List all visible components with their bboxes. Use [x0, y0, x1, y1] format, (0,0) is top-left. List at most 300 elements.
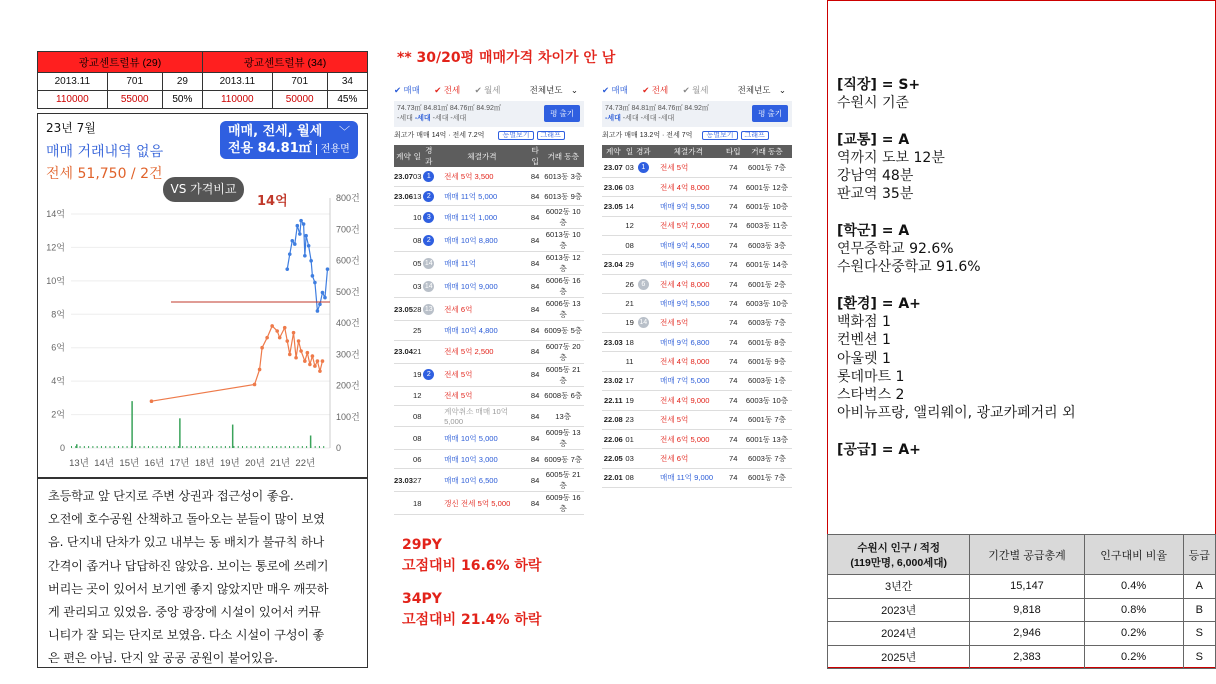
price-cell: 전세 5억	[652, 158, 725, 177]
tab-jeonse[interactable]: ✔ 전세	[434, 85, 461, 95]
data-point	[258, 368, 262, 372]
table-row[interactable]	[602, 216, 792, 235]
grade-detail: 연무중학교 92.6%	[837, 241, 954, 258]
table-row[interactable]	[394, 492, 584, 515]
table-cell: 6008동 6층	[542, 386, 584, 405]
elapsed-badge	[635, 197, 652, 216]
volume-bar	[101, 446, 102, 448]
price-cell: 전세 4억 8,000	[652, 274, 725, 293]
elapsed-badge	[635, 371, 652, 390]
table-row[interactable]	[394, 386, 584, 405]
table-cell: 23.02	[602, 371, 625, 390]
volume-bar	[310, 446, 311, 448]
table-cell: 6013동 12층	[542, 252, 584, 275]
table-cell: 6013동 3층	[542, 167, 584, 186]
elapsed-badge	[421, 363, 436, 386]
table-row[interactable]	[602, 158, 792, 177]
price-cell: 매매 9억 9,500	[652, 197, 725, 216]
price-cell: 전세 5억	[652, 313, 725, 332]
elapsed-badge	[635, 333, 652, 352]
column-header: 경과	[635, 147, 651, 156]
volume-bar	[88, 446, 89, 448]
table-cell: 84	[528, 275, 543, 298]
table-cell: 74	[725, 177, 742, 196]
x-tick-label: 21년	[270, 458, 291, 469]
x-tick-label: 17년	[169, 458, 190, 469]
grade-detail: 컨벤션 1	[837, 332, 891, 349]
table-cell: 23.07	[602, 158, 625, 177]
volume-bar	[259, 446, 260, 448]
x-tick-label: 22년	[295, 458, 316, 469]
table-row[interactable]	[602, 177, 792, 196]
table-cell: 84	[528, 427, 543, 450]
volume-bar	[114, 446, 115, 448]
elapsed-badge	[421, 229, 436, 252]
table-cell: 23.05	[602, 197, 625, 216]
cell: 110000	[202, 91, 272, 109]
elapsed-badge	[421, 206, 436, 229]
cell: 50000	[272, 91, 327, 109]
table-cell: 6001동 13층	[742, 429, 792, 448]
table-cell: 29	[625, 255, 635, 274]
y2-tick-label: 100건	[336, 411, 360, 422]
supply-header: 기간별 공급총계	[970, 535, 1084, 575]
tab-sale[interactable]: ✔ 매매	[602, 85, 628, 95]
table-cell: 6013동 9층	[542, 186, 584, 205]
table-cell: 10	[413, 206, 421, 229]
transactions-panel-29	[602, 82, 792, 488]
table-cell: 28	[413, 298, 421, 321]
note-line: 게 관리되고 있었음. 중앙 광장에 시설이 있어서 커뮤	[48, 605, 321, 620]
volume-bar	[156, 446, 157, 448]
elapsed-badge	[635, 313, 652, 332]
table-cell: 84	[528, 252, 543, 275]
table-cell: 6003동 10층	[742, 294, 792, 313]
data-point	[323, 296, 327, 300]
volume-bar	[242, 446, 243, 448]
table-cell: 14	[625, 197, 635, 216]
table-row[interactable]	[602, 371, 792, 390]
unit-toggle-button[interactable]: 평 출기	[752, 105, 788, 122]
volume-bar	[280, 446, 281, 448]
supply-cell: S	[1183, 645, 1215, 669]
table-row[interactable]	[602, 274, 792, 293]
table-row[interactable]	[602, 313, 792, 332]
table-cell: 23.04	[394, 340, 413, 363]
table-row[interactable]	[602, 429, 792, 448]
table-row[interactable]	[602, 410, 792, 429]
cell: 50%	[162, 91, 202, 109]
table-row[interactable]	[394, 186, 584, 205]
x-tick-label: 16년	[144, 458, 165, 469]
supply-row	[828, 622, 1216, 646]
table-cell: 6001동 12층	[742, 177, 792, 196]
table-cell: 22.01	[602, 468, 625, 487]
area-unit-label: 전용면적	[228, 144, 350, 173]
table-cell: 03	[625, 158, 635, 177]
price-cell: 매매 10억 9,000	[436, 275, 528, 298]
data-point	[285, 267, 289, 271]
table-cell: 6006동 16층	[542, 275, 584, 298]
table-cell: 84	[528, 406, 543, 427]
data-point	[321, 291, 325, 295]
table-cell: 6003동 10층	[742, 391, 792, 410]
supply-header: 수원시 인구 / 적정 (119만명, 6,000세대)	[828, 535, 970, 575]
data-point	[321, 359, 325, 363]
price-cell: 매매 10억 3,000	[436, 450, 528, 469]
table-cell: 23.05	[394, 298, 413, 321]
elapsed-badge	[635, 391, 652, 410]
table-cell: 74	[725, 313, 742, 332]
note-line: 간격이 좁거나 답답하진 않았음. 보이는 통로에 쓰레기	[48, 558, 329, 573]
table-cell: 08	[625, 236, 635, 255]
price-cell: 매매 11억 1,000	[436, 206, 528, 229]
volume-bar	[268, 446, 269, 448]
table-row[interactable]	[394, 363, 584, 386]
data-point	[299, 349, 303, 353]
max-price: 최고가 매매 13.2억 · 전세 7억	[602, 132, 693, 139]
note-line: 니티가 잘 되는 단지로 보였음. 다소 시설이 구성이 좋	[48, 628, 325, 643]
table-row[interactable]	[394, 275, 584, 298]
table-cell: 6001동 8층	[742, 333, 792, 352]
grade-heading: [직장] = S+	[837, 77, 921, 93]
py29-drop-note	[402, 535, 541, 577]
elapsed-badge	[635, 274, 652, 293]
cell: 701	[107, 73, 162, 91]
data-point	[283, 326, 287, 330]
data-point	[311, 354, 315, 358]
volume-bar	[182, 446, 183, 448]
grade-detail: 강남역 48분	[837, 168, 914, 185]
table-row[interactable]	[394, 427, 584, 450]
table-cell: 01	[625, 429, 635, 448]
volume-bar	[263, 446, 264, 448]
volume-bar	[298, 446, 299, 448]
y-tick-label: 6억	[51, 342, 65, 353]
table-cell: 6003동 7층	[742, 449, 792, 468]
volume-bar	[186, 446, 187, 448]
elapsed-badge	[421, 492, 436, 515]
data-point	[311, 274, 315, 278]
price-cell: 매매 11억	[436, 252, 528, 275]
data-point	[260, 346, 264, 350]
chart-jeonse-status: 전세 51,750 / 2건	[46, 166, 163, 182]
table-row[interactable]	[394, 450, 584, 469]
cell: 2013.11	[38, 73, 108, 91]
table-cell: 27	[413, 469, 421, 492]
elapsed-count: 14	[639, 319, 648, 327]
note-line: 오전에 호수공원 산책하고 돌아오는 분들이 많이 보였	[48, 512, 325, 527]
table-cell: 84	[528, 229, 543, 252]
building-view-button[interactable]: 동별보기	[498, 131, 533, 140]
price-cell: 갱신 전세 5억 5,000	[436, 492, 528, 515]
table-cell: 12	[413, 386, 421, 405]
cell: 2013.11	[202, 73, 272, 91]
area-filter[interactable]: 74.73㎡ 84.81㎡ 84.76㎡ 84.92㎡ -세대 -세대 -세대 -세대 평 출기	[602, 101, 792, 127]
data-point	[298, 232, 302, 236]
grade-detail: 수원시 기준	[837, 95, 910, 112]
price-cell: 전세 6억	[652, 449, 725, 468]
elapsed-badge	[635, 255, 652, 274]
table-cell: 12	[625, 216, 635, 235]
table-cell: 18	[625, 333, 635, 352]
table-row[interactable]	[602, 294, 792, 313]
elapsed-badge	[421, 275, 436, 298]
price-line-chart	[38, 190, 368, 475]
tab-monthly[interactable]: ✔ 월세	[682, 85, 709, 95]
volume-bar	[165, 446, 166, 448]
table-row[interactable]	[394, 340, 584, 363]
table-cell: 25	[413, 321, 421, 340]
table-cell: 84	[528, 340, 543, 363]
supply-cell: 0.2%	[1084, 622, 1183, 646]
y-tick-label: 14억	[46, 209, 65, 219]
table-cell: 23.06	[394, 186, 413, 205]
table-row[interactable]	[602, 391, 792, 410]
y-tick-label: 2억	[51, 409, 65, 420]
elapsed-badge	[421, 252, 436, 275]
table-cell	[394, 229, 413, 252]
year-select[interactable]: 전체년도 ⌄	[737, 85, 786, 95]
volume-bar	[204, 446, 205, 448]
elapsed-badge	[421, 167, 436, 186]
table-cell: 03	[625, 449, 635, 468]
supply-cell: 2,946	[970, 622, 1084, 646]
volume-bar	[233, 446, 234, 448]
table-cell: 22.06	[602, 429, 625, 448]
table-cell: 6013동 10층	[542, 229, 584, 252]
volume-bar	[208, 446, 209, 448]
data-point	[288, 353, 292, 357]
data-point	[275, 329, 279, 333]
table-row[interactable]	[602, 255, 792, 274]
data-point	[150, 399, 154, 403]
table-cell: 6001동 7층	[742, 410, 792, 429]
volume-bar	[302, 446, 303, 448]
elapsed-badge	[421, 321, 436, 340]
volume-bar	[212, 446, 213, 448]
table-row[interactable]	[394, 229, 584, 252]
price-cell: 전세 4억 8,000	[652, 352, 725, 371]
elapsed-badge	[635, 429, 652, 448]
table-cell: 74	[725, 274, 742, 293]
elapsed-badge	[421, 406, 436, 427]
table-cell: 23.06	[602, 177, 625, 196]
table-row[interactable]	[394, 167, 584, 186]
table-cell	[602, 274, 625, 293]
table-row[interactable]	[394, 206, 584, 229]
grade-detail: 판교역 35분	[837, 186, 914, 203]
elapsed-badge	[635, 352, 652, 371]
table-row[interactable]	[602, 236, 792, 255]
tab-jeonse[interactable]: ✔ 전세	[642, 85, 669, 95]
table-cell: 6003동 3층	[742, 236, 792, 255]
volume-bar	[323, 446, 324, 448]
y-tick-label: 8억	[51, 309, 65, 320]
price-cell: 전세 4억 9,000	[652, 391, 725, 410]
table-cell: 23.07	[394, 167, 413, 186]
volume-bar	[191, 446, 192, 448]
volume-bar	[80, 446, 81, 448]
y-tick-label: 10억	[46, 275, 65, 286]
supply-header: 등급	[1183, 535, 1215, 575]
table-cell: 22.11	[602, 391, 625, 410]
table-cell: 19	[413, 363, 421, 386]
table-cell	[394, 321, 413, 340]
table-cell: 74	[725, 255, 742, 274]
table-cell: 08	[413, 406, 421, 427]
table-cell: 11	[625, 352, 635, 371]
data-point	[313, 364, 317, 368]
table-cell: 74	[725, 410, 742, 429]
grade-detail: 아울렛 1	[837, 350, 891, 367]
elapsed-badge	[421, 427, 436, 450]
note-line: 은 편은 아님. 단지 앞 공공 공원이 붙어있음.	[48, 651, 278, 666]
supply-row	[828, 645, 1216, 669]
table-cell: 06	[413, 450, 421, 469]
area-filter[interactable]: 74.73㎡ 84.81㎡ 84.76㎡ 84.92㎡ -세대 -세대 -세대 -세대 평 출기	[394, 101, 584, 127]
trade-type-selector[interactable]	[220, 121, 358, 173]
py29-drop: 고점대비 16.6% 하락	[402, 558, 542, 574]
y-tick-label: 0	[59, 443, 65, 453]
table-cell: 21	[413, 340, 421, 363]
vs-compare-button[interactable]: VS 가격비교	[163, 177, 244, 202]
py34-drop-note	[402, 589, 541, 631]
volume-bar	[229, 446, 230, 448]
table-cell: 23.04	[602, 255, 625, 274]
column-header: 거래 동층	[742, 145, 792, 158]
table-row[interactable]	[394, 469, 584, 492]
table-cell	[602, 352, 625, 371]
volume-bar	[199, 446, 200, 448]
supply-cell: A	[1183, 575, 1215, 599]
volume-bar	[84, 446, 85, 448]
table-cell	[602, 313, 625, 332]
volume-bar	[319, 446, 320, 448]
elapsed-count: 13	[424, 305, 433, 313]
data-point	[253, 383, 257, 387]
evaluation-text	[837, 76, 1076, 459]
volume-bar	[276, 446, 277, 448]
table-cell: 6009동 16층	[542, 492, 584, 515]
column-header: 타입	[725, 147, 741, 156]
table-row[interactable]	[602, 468, 792, 487]
table-cell: 74	[725, 371, 742, 390]
volume-bar	[161, 446, 162, 448]
table-cell: 6003동 1층	[742, 371, 792, 390]
table-cell: 84	[528, 469, 543, 492]
py34-label: 34PY	[402, 591, 442, 607]
table-row[interactable]	[394, 298, 584, 321]
volume-bar	[232, 425, 234, 448]
tab-monthly[interactable]: ✔ 월세	[474, 85, 501, 95]
table-cell: 22.08	[602, 410, 625, 429]
y2-tick-label: 400건	[336, 318, 360, 328]
table-cell: 74	[725, 352, 742, 371]
table-cell: 84	[528, 298, 543, 321]
volume-bar	[169, 446, 170, 448]
table-row[interactable]	[602, 197, 792, 216]
table-cell: 6009동 5층	[542, 321, 584, 340]
table-row[interactable]	[394, 321, 584, 340]
data-point	[308, 363, 312, 367]
graph-button[interactable]: 그래프	[537, 131, 565, 140]
elapsed-badge	[635, 216, 652, 235]
table-cell: 6005동 21층	[542, 469, 584, 492]
table-cell	[602, 294, 625, 313]
price-cell: 전세 5억 7,000	[652, 216, 725, 235]
data-point	[288, 252, 292, 256]
column-header: 체결가격	[652, 145, 725, 158]
y2-tick-label: 700건	[336, 224, 360, 235]
table-row[interactable]	[394, 252, 584, 275]
building-view-button[interactable]: 동별보기	[702, 131, 737, 140]
year-select[interactable]: 전체년도 ⌄	[529, 85, 578, 95]
volume-bar	[293, 446, 294, 448]
table-row[interactable]	[394, 406, 584, 427]
table-cell: 19	[625, 313, 635, 332]
data-point	[316, 359, 320, 363]
elapsed-badge	[421, 469, 436, 492]
note-line: 음. 단지내 단차가 있고 내부는 동 배치가 불규칙 하나	[48, 535, 325, 550]
table-cell	[602, 236, 625, 255]
volume-bar	[127, 446, 128, 448]
table-cell: 08	[625, 468, 635, 487]
volume-bar	[75, 446, 76, 448]
volume-bar	[195, 446, 196, 448]
table-cell: 08	[413, 427, 421, 450]
supply-cell: 9,818	[970, 598, 1084, 622]
supply-cell: 0.8%	[1084, 598, 1183, 622]
unit-toggle-button[interactable]: 평 출기	[544, 105, 580, 122]
table-cell: 74	[725, 449, 742, 468]
volume-bar	[118, 446, 119, 448]
table-cell: 17	[625, 371, 635, 390]
grade-heading: [교통] = A	[837, 131, 910, 148]
table-row[interactable]	[602, 333, 792, 352]
table-cell: 21	[625, 294, 635, 313]
price-cell: 전세 5억	[436, 363, 528, 386]
price-cell: 전세 5억 3,500	[436, 167, 528, 186]
price-cell: 전세 6억	[436, 298, 528, 321]
table-cell: 6009동 7층	[542, 450, 584, 469]
cell: 701	[272, 73, 327, 91]
volume-bar	[306, 446, 307, 448]
price-gap-note: ** 30/20평 매매가격 차이가 안 남	[397, 50, 616, 66]
tab-sale[interactable]: ✔ 매매	[394, 85, 420, 95]
graph-button[interactable]: 그래프	[741, 131, 769, 140]
series-line-0	[287, 221, 327, 311]
elapsed-count: 14	[424, 259, 433, 267]
elapsed-badge	[635, 158, 652, 177]
table-cell	[394, 363, 413, 386]
data-point	[285, 339, 289, 343]
table-row[interactable]	[602, 352, 792, 371]
price-cell: 매매 11억 9,000	[652, 468, 725, 487]
volume-bar	[251, 446, 252, 448]
volume-bar	[179, 418, 181, 448]
elapsed-badge	[635, 236, 652, 255]
y2-tick-label: 800건	[336, 193, 360, 203]
chart-deal-status: 매매 거래내역 없음	[46, 144, 164, 160]
table-row[interactable]	[602, 449, 792, 468]
cell: 110000	[38, 91, 108, 109]
table-cell: 6005동 21층	[542, 363, 584, 386]
table-cell: 08	[413, 229, 421, 252]
column-header: 경과	[421, 145, 436, 167]
volume-bar	[315, 446, 316, 448]
volume-bar	[92, 446, 93, 448]
